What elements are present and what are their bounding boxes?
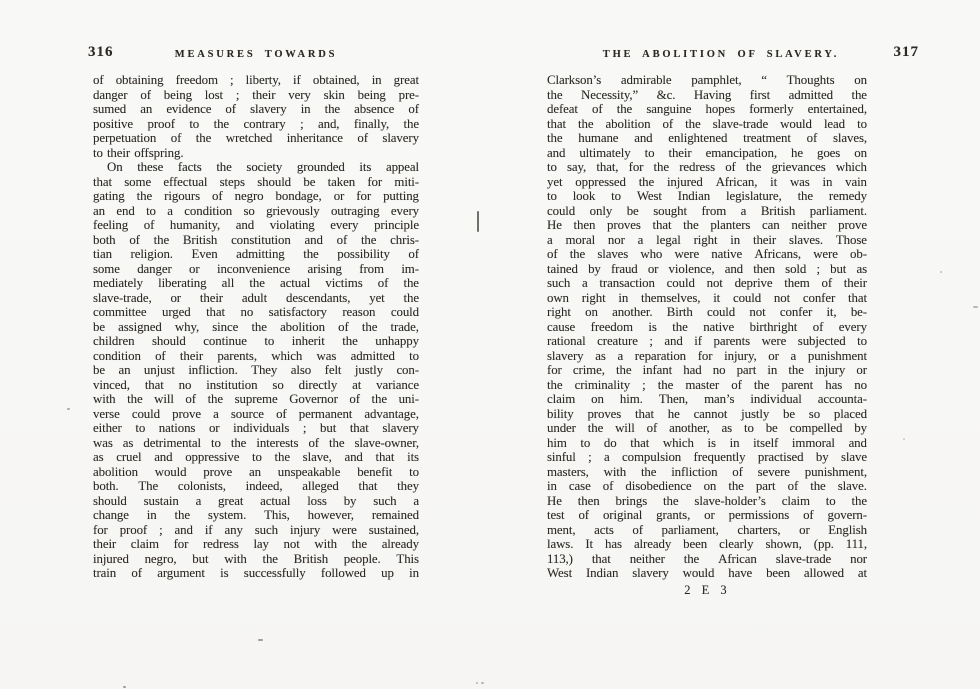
text-line: under the will of another, as to be compelled by <box>547 421 867 435</box>
left-page-text <box>93 73 419 581</box>
text-line: injured negro, but with the British people. This <box>93 551 419 566</box>
text-line: tained by fraud or violence, and then sold ; but as <box>547 261 867 276</box>
text-line: of the slaves who were native Africans, were ob- <box>547 247 867 261</box>
text-line: in case of disobedience on the part of the slave. <box>547 479 867 493</box>
speck <box>67 408 70 410</box>
text-line: laws. It has already been clearly shown, (pp. 111, <box>547 537 867 551</box>
text-line: was as detrimental to the interests of the slave-owner, <box>93 435 419 450</box>
right-page <box>547 44 919 597</box>
running-title-right: THE ABOLITION OF SLAVERY. <box>602 49 840 60</box>
text-line: their claim for redress lay not with the already <box>93 537 419 551</box>
speck <box>258 639 263 641</box>
text-line: as cruel and oppressive to the slave, and that its <box>93 450 419 464</box>
text-line: should sustain a great actual loss by such a <box>93 493 419 508</box>
text-line: could only be sought from a British parliament. <box>547 203 867 218</box>
text-line: such a transaction could not deprive them of their <box>547 276 867 290</box>
text-line: train of argument is successfully followed up in <box>93 566 419 580</box>
ink-stroke <box>477 211 479 232</box>
running-title-left: MEASURES TOWARDS <box>174 49 338 60</box>
text-line: rational creature ; and if parents were subjected to <box>547 334 867 348</box>
text-line: and ultimately to their emancipation, he goes on <box>547 145 867 160</box>
text-line: with the will of the supreme Governor of the uni- <box>93 392 419 406</box>
text-line: a moral nor a legal right in their slaves. Those <box>547 232 867 247</box>
text-line: an end to a condition so grievously outraging every <box>93 203 419 218</box>
text-line: masters, with the infliction of severe punishment, <box>547 464 867 479</box>
text-line: condition of their parents, which was admitted to <box>93 348 419 363</box>
text-line: vinced, that no institution so directly at variance <box>93 377 419 392</box>
page-number-right: 317 <box>893 44 919 60</box>
text-line: him to do that which is in itself immoral and <box>547 435 867 450</box>
text-line: sumed an evidence of slavery in the absence of <box>93 102 419 116</box>
text-line: the criminality ; the master of the parent has no <box>547 377 867 392</box>
speck <box>973 306 978 308</box>
text-line: slavery as a reparation for injury, or a punishment <box>547 348 867 363</box>
right-page-text <box>547 73 867 597</box>
text-line: sinful ; a compulsion frequently practised by slave <box>547 450 867 464</box>
text-line: claim on him. Then, man’s individual accounta- <box>547 392 867 406</box>
text-line: He then proves that the planters can neither prove <box>547 218 867 232</box>
text-line: to say, that, for the redress of the grievances which <box>547 160 867 174</box>
text-line: feeling of humanity, and violating every principle <box>93 218 419 232</box>
text-line: right on another. Birth could not confer it, be- <box>547 305 867 319</box>
text-line: test of original grants, or permissions of govern- <box>547 508 867 522</box>
text-line: to their offspring. <box>93 145 184 160</box>
text-line: danger of being lost ; their very skin being pre- <box>93 87 419 102</box>
text-line: 113,) that neither the African slave-trade nor <box>547 551 867 566</box>
text-line: be assigned why, since the abolition of the trade, <box>93 319 419 334</box>
text-line: abolition would prove an unspeakable benefit to <box>93 464 419 479</box>
text-line: mediately liberating all the actual victims of the <box>93 276 419 290</box>
text-line: cause freedom is the native birthright of every <box>547 319 867 334</box>
text-line: that the abolition of the slave-trade would lead to <box>547 116 867 131</box>
text-line: both of the British constitution and of the chris- <box>93 232 419 247</box>
text-line: On these facts the society grounded its appeal <box>107 160 419 174</box>
speck <box>123 686 126 688</box>
text-line: change in the system. This, however, remained <box>93 508 419 522</box>
text-line: verse could prove a source of permanent advantage, <box>93 406 419 421</box>
page-number-left: 316 <box>88 44 114 60</box>
text-line: yet oppressed the injured African, it was in vain <box>547 174 867 189</box>
speck <box>481 682 484 684</box>
text-line: defeat of the sanguine hopes formerly entertained, <box>547 102 867 116</box>
text-line: for crime, the infant had no part in the injury or <box>547 363 867 377</box>
text-line: gating the rigours of negro bondage, or for putting <box>93 189 419 203</box>
text-line: some danger or inconvenience arising from im- <box>93 261 419 276</box>
text-line: perpetuation of the wretched inheritance of slavery <box>93 131 419 145</box>
text-line: of obtaining freedom ; liberty, if obtained, in great <box>93 73 419 87</box>
text-line: children should continue to inherit the unhappy <box>93 334 419 348</box>
text-line: that some effectual steps should be taken for miti- <box>93 174 419 189</box>
text-line: slave-trade, or their adult descendants, yet the <box>93 290 419 305</box>
text-line: committee urged that no satisfactory reason could <box>93 305 419 319</box>
text-line: own right in themselves, it could not confer that <box>547 290 867 305</box>
speck <box>476 682 478 684</box>
speck <box>940 271 942 273</box>
text-line: ment, acts of parliament, charters, or English <box>547 522 867 537</box>
text-line: He then brings the slave-holder’s claim to the <box>547 493 867 508</box>
text-line: Clarkson’s admirable pamphlet, “ Thoughts on <box>547 73 867 87</box>
text-line: be an unjust infliction. They also felt justly con- <box>93 363 419 377</box>
right-page-header <box>547 44 919 61</box>
text-line: tian religion. Even admitting the possibility of <box>93 247 419 261</box>
text-line: positive proof to the contrary ; and, finally, the <box>93 116 419 131</box>
left-page <box>88 44 419 581</box>
text-line: the Necessity,” &c. Having first admitted the <box>547 87 867 102</box>
text-line: bility proves that he cannot justly be so placed <box>547 406 867 421</box>
text-line: the humane and enlightened treatment of slaves, <box>547 131 867 145</box>
text-line: both. The colonists, indeed, alleged that they <box>93 479 419 493</box>
text-line: West Indian slavery would have been allowed at <box>547 566 867 580</box>
text-line: either to nations or individuals ; but that slavery <box>93 421 419 435</box>
text-line: to look to West Indian legislature, the remedy <box>547 189 867 203</box>
text-line: for proof ; and if any such injury were sustained, <box>93 522 419 537</box>
speck <box>903 438 905 440</box>
text-line: 2 E 3 <box>684 582 730 597</box>
left-page-header <box>88 44 419 61</box>
